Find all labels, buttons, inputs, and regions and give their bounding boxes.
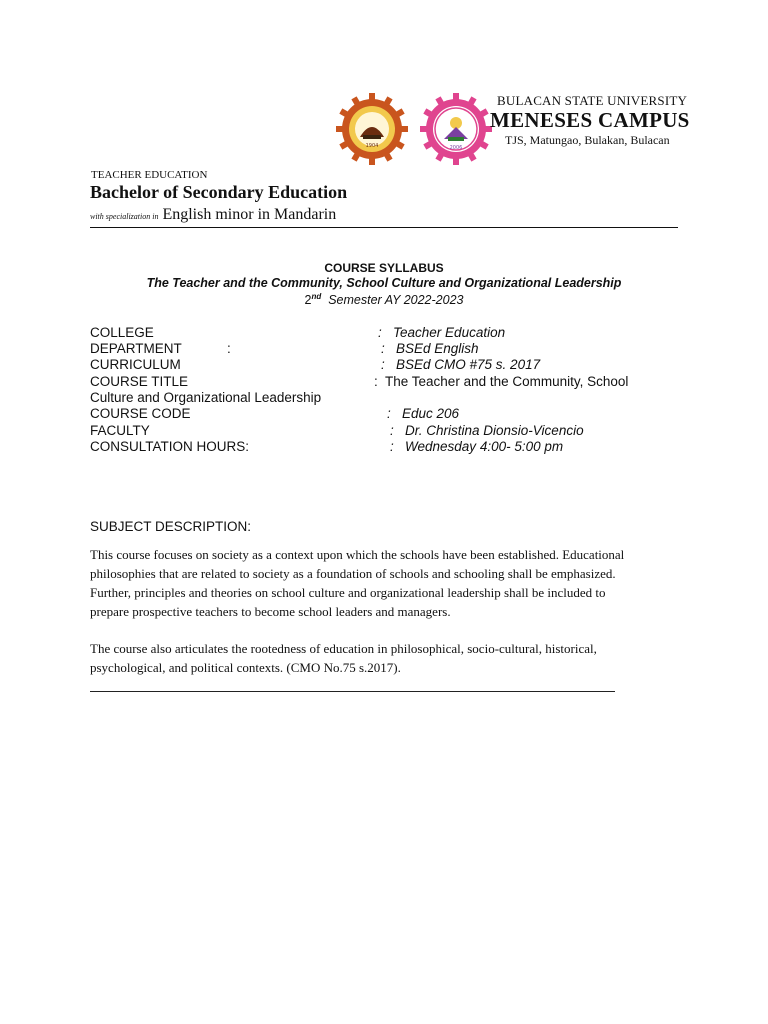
consultation-hours-label: CONSULTATION HOURS: bbox=[90, 439, 250, 454]
specialization-value: English minor in Mandarin bbox=[162, 206, 337, 223]
university-name: BULACAN STATE UNIVERSITY bbox=[497, 93, 688, 108]
svg-text:2006: 2006 bbox=[449, 145, 463, 151]
degree-title: Bachelor of Secondary Education bbox=[90, 182, 348, 202]
consultation-hours-value: : Wednesday 4:00- 5:00 pm bbox=[390, 439, 564, 454]
college-value: : Teacher Education bbox=[378, 325, 506, 340]
department-label: DEPARTMENT bbox=[90, 341, 182, 356]
specialization-line bbox=[90, 206, 336, 224]
course-code-value: : Educ 206 bbox=[387, 406, 460, 421]
svg-text:1904: 1904 bbox=[365, 143, 379, 149]
semester-suffix: nd bbox=[311, 292, 322, 301]
curriculum-label: CURRICULUM bbox=[90, 357, 181, 372]
course-title-continued: Culture and Organizational Leadership bbox=[90, 390, 322, 405]
faculty-label: FACULTY bbox=[90, 423, 150, 438]
description-paragraph-2: The course also articulates the rootedness of education in philosophical, socio-cultural, historical, psychological, and political contexts. (CMO No.75 s.2017). bbox=[90, 641, 597, 675]
subject-description-heading: SUBJECT DESCRIPTION: bbox=[90, 519, 252, 534]
bulacan-state-university-seal bbox=[336, 93, 408, 165]
department-label-colon: : bbox=[227, 341, 231, 356]
syllabus-semester bbox=[0, 292, 768, 307]
college-label: COLLEGE bbox=[90, 325, 154, 340]
semester-text: Semester AY 2022-2023 bbox=[328, 293, 464, 308]
course-title-value: : The Teacher and the Community, School bbox=[374, 374, 629, 389]
meneses-campus-seal bbox=[420, 93, 492, 165]
section-divider bbox=[90, 691, 615, 692]
college-heading: TEACHER EDUCATION bbox=[91, 169, 208, 181]
curriculum-value: : BSEd CMO #75 s. 2017 bbox=[381, 357, 541, 372]
specialization-prefix: with specialization in bbox=[90, 212, 159, 221]
syllabus-course-name: The Teacher and the Community, School Culture and Organizational Leadership bbox=[146, 276, 622, 290]
campus-address: TJS, Matungao, Bulakan, Bulacan bbox=[505, 133, 670, 147]
course-code-label: COURSE CODE bbox=[90, 406, 191, 421]
header-divider bbox=[90, 227, 678, 228]
syllabus-title: COURSE SYLLABUS bbox=[324, 261, 444, 275]
description-paragraph-1: This course focuses on society as a context upon which the schools have been established. Educational philosophies that are related to society as a foundation of schools and schooling shall be emphasized. Further, principles and theories on school culture and organizational leadership shall be included to prepare prospective teachers to become school leaders and managers. bbox=[90, 547, 625, 619]
faculty-value: : Dr. Christina Dionsio-Vicencio bbox=[390, 423, 584, 438]
campus-name: MENESES CAMPUS bbox=[490, 108, 690, 132]
department-value: : BSEd English bbox=[381, 341, 479, 356]
course-title-label: COURSE TITLE bbox=[90, 374, 189, 389]
semester-number: 2 bbox=[304, 293, 312, 308]
